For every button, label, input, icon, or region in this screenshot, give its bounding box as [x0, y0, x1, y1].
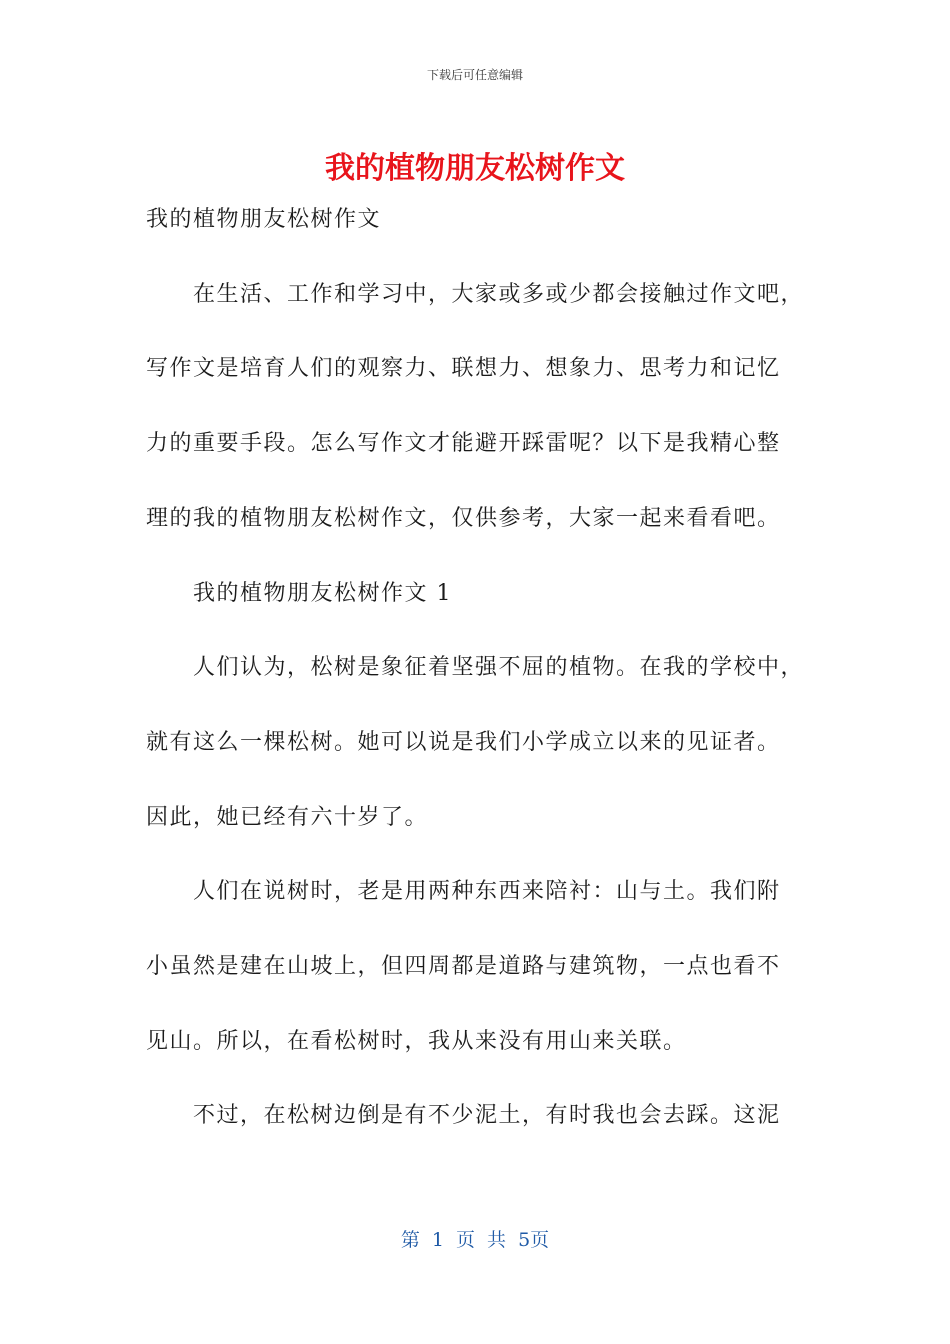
paragraph-line: 人们在说树时，老是用两种东西来陪衬：山与土。我们附: [193, 879, 781, 904]
paragraph-line: 理的我的植物朋友松树作文，仅供参考，大家一起来看看吧。: [146, 506, 781, 531]
page-number: 第 1 页 共 5页: [400, 1229, 550, 1251]
paragraph-line: 人们认为，松树是象征着坚强不屈的植物。在我的学校中，: [193, 655, 805, 680]
paragraph-line: 见山。所以，在看松树时，我从来没有用山来关联。: [146, 1029, 687, 1054]
page-header-note: 下载后可任意编辑: [426, 68, 523, 82]
section-heading: 我的植物朋友松树作文 1: [193, 581, 452, 606]
intro-heading: 我的植物朋友松树作文: [146, 207, 382, 232]
document-title: 我的植物朋友松树作文: [325, 151, 625, 186]
paragraph-line: 不过，在松树边倒是有不少泥土，有时我也会去踩。这泥: [193, 1103, 781, 1128]
paragraph-line: 写作文是培育人们的观察力、联想力、想象力、思考力和记忆: [146, 356, 781, 381]
paragraph-line: 在生活、工作和学习中，大家或多或少都会接触过作文吧，: [193, 282, 805, 307]
paragraph-line: 因此，她已经有六十岁了。: [146, 805, 429, 830]
paragraph-line: 就有这么一棵松树。她可以说是我们小学成立以来的见证者。: [146, 730, 781, 755]
paragraph-line: 小虽然是建在山坡上，但四周都是道路与建筑物，一点也看不: [146, 954, 781, 979]
paragraph-line: 力的重要手段。怎么写作文才能避开踩雷呢？以下是我精心整: [146, 431, 781, 456]
